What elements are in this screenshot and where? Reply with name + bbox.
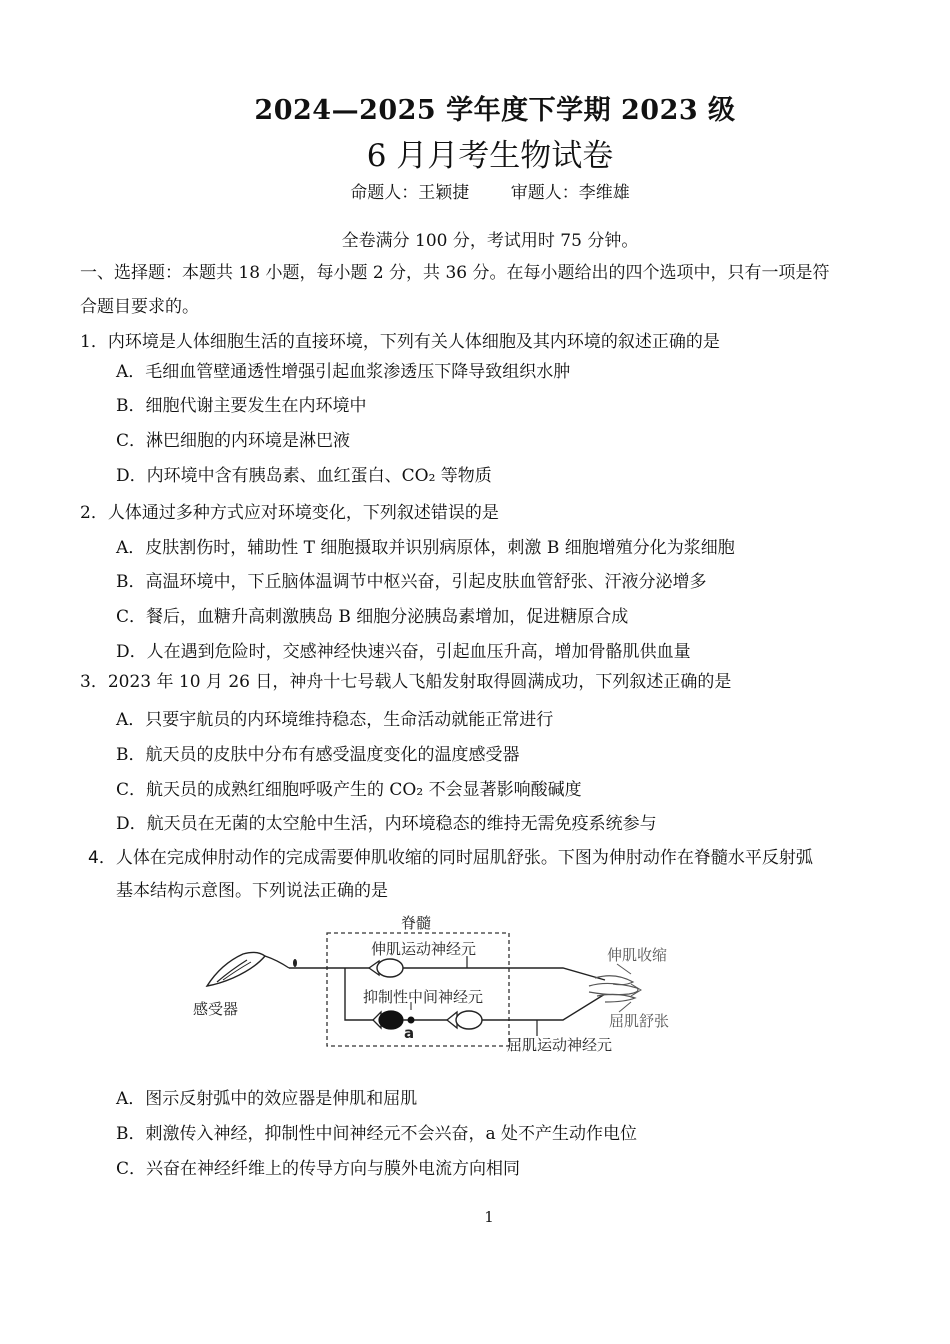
question-2-option-b: B．高温环境中，下丘脑体温调节中枢兴奋，引起皮肤血管舒张、汗液分泌增多 bbox=[116, 572, 707, 592]
question-1-option-d: D．内环境中含有胰岛素、血红蛋白、CO₂ 等物质 bbox=[116, 466, 492, 486]
reflex-arc-diagram bbox=[185, 912, 695, 1060]
inhibitory-interneuron-body bbox=[379, 1011, 403, 1029]
question-3-stem: 3．2023 年 10 月 26 日，神舟十七号载人飞船发射取得圆满成功，下列叙述正确的是 bbox=[80, 672, 732, 692]
question-2-option-a: A．皮肤割伤时，辅助性 T 细胞摄取并识别病原体，刺激 B 细胞增殖分化为浆细胞 bbox=[116, 538, 735, 558]
question-2-option-d: D．人在遇到危险时，交感神经快速兴奋，引起血压升高，增加骨骼肌供血量 bbox=[116, 642, 691, 662]
setter: 命题人：王颖捷 bbox=[350, 183, 470, 203]
section-instruction-line2: 合题目要求的。 bbox=[80, 297, 199, 317]
exam-authors bbox=[0, 178, 950, 203]
question-1-stem: 1．内环境是人体细胞生活的直接环境，下列有关人体细胞及其内环境的叙述正确的是 bbox=[80, 332, 720, 352]
flexor-motor-neuron-body bbox=[456, 1011, 482, 1029]
question-4-option-b: B．刺激传入神经，抑制性中间神经元不会兴奋，a 处不产生动作电位 bbox=[116, 1124, 638, 1144]
question-1-option-b: B．细胞代谢主要发生在内环境中 bbox=[116, 396, 367, 416]
extensor-motor-neuron-body bbox=[377, 959, 403, 977]
question-3-option-c: C．航天员的成熟红细胞呼吸产生的 CO₂ 不会显著影响酸碱度 bbox=[116, 780, 582, 800]
point-a-marker bbox=[408, 1017, 415, 1024]
question-4-stem-line2: 基本结构示意图。下列说法正确的是 bbox=[116, 881, 388, 901]
ganglion bbox=[293, 959, 297, 967]
question-3-option-a: A．只要宇航员的内环境维持稳态，生命活动就能正常进行 bbox=[116, 710, 554, 730]
question-3-option-d: D．航天员在无菌的太空舱中生活，内环境稳态的维持无需免疫系统参与 bbox=[116, 814, 657, 834]
question-4-stem-line1: 4．人体在完成伸肘动作的完成需要伸肌收缩的同时屈肌舒张。下图为伸肘动作在脊髓水平反射弧 bbox=[88, 848, 813, 868]
section-instruction-line1: 一、选择题：本题共 18 小题，每小题 2 分，共 36 分。在每小题给出的四个选项中，只有一项是符 bbox=[80, 263, 830, 283]
exam-title-line2: 6 月月考生物试卷 bbox=[366, 138, 614, 174]
extensor-contract-label: 伸肌收缩 bbox=[607, 946, 668, 964]
question-3-option-b: B．航天员的皮肤中分布有感受温度变化的温度感受器 bbox=[116, 745, 520, 765]
reflex-arc-figure bbox=[185, 912, 695, 1060]
receptor-label: 感受器 bbox=[193, 1000, 239, 1018]
flexor-motor-neuron-label: 屈肌运动神经元 bbox=[507, 1036, 613, 1054]
receptor-structure bbox=[207, 952, 289, 986]
reviewer: 审题人：李维雄 bbox=[510, 183, 630, 203]
exam-note: 全卷满分 100 分，考试用时 75 分钟。 bbox=[341, 231, 639, 251]
extensor-efferent-nerve bbox=[403, 968, 605, 980]
question-4-option-c: C．兴奋在神经纤维上的传导方向与膜外电流方向相同 bbox=[116, 1159, 521, 1179]
point-a-label: a bbox=[404, 1024, 415, 1042]
question-2-option-c: C．餐后，血糖升高刺激胰岛 B 细胞分泌胰岛素增加，促进糖原合成 bbox=[116, 607, 629, 627]
inhibitory-interneuron-label: 抑制性中间神经元 bbox=[363, 988, 484, 1006]
arm-muscles bbox=[589, 964, 641, 1012]
page-number: 1 bbox=[484, 1208, 494, 1226]
question-2-stem: 2．人体通过多种方式应对环境变化，下列叙述错误的是 bbox=[80, 503, 499, 523]
spinal-cord-label: 脊髓 bbox=[400, 914, 432, 932]
question-4-option-a: A．图示反射弧中的效应器是伸肌和屈肌 bbox=[116, 1089, 418, 1109]
exam-title-line1: 2024—2025 学年度下学期 2023 级 bbox=[254, 95, 736, 126]
question-1-option-c: C．淋巴细胞的内环境是淋巴液 bbox=[116, 431, 351, 451]
question-1-option-a: A．毛细血管壁通透性增强引起血浆渗透压下降导致组织水肿 bbox=[116, 362, 571, 382]
flexor-relax-label: 屈肌舒张 bbox=[609, 1012, 670, 1030]
extensor-motor-neuron-label: 伸肌运动神经元 bbox=[371, 940, 477, 958]
flexor-efferent-nerve bbox=[482, 994, 605, 1020]
